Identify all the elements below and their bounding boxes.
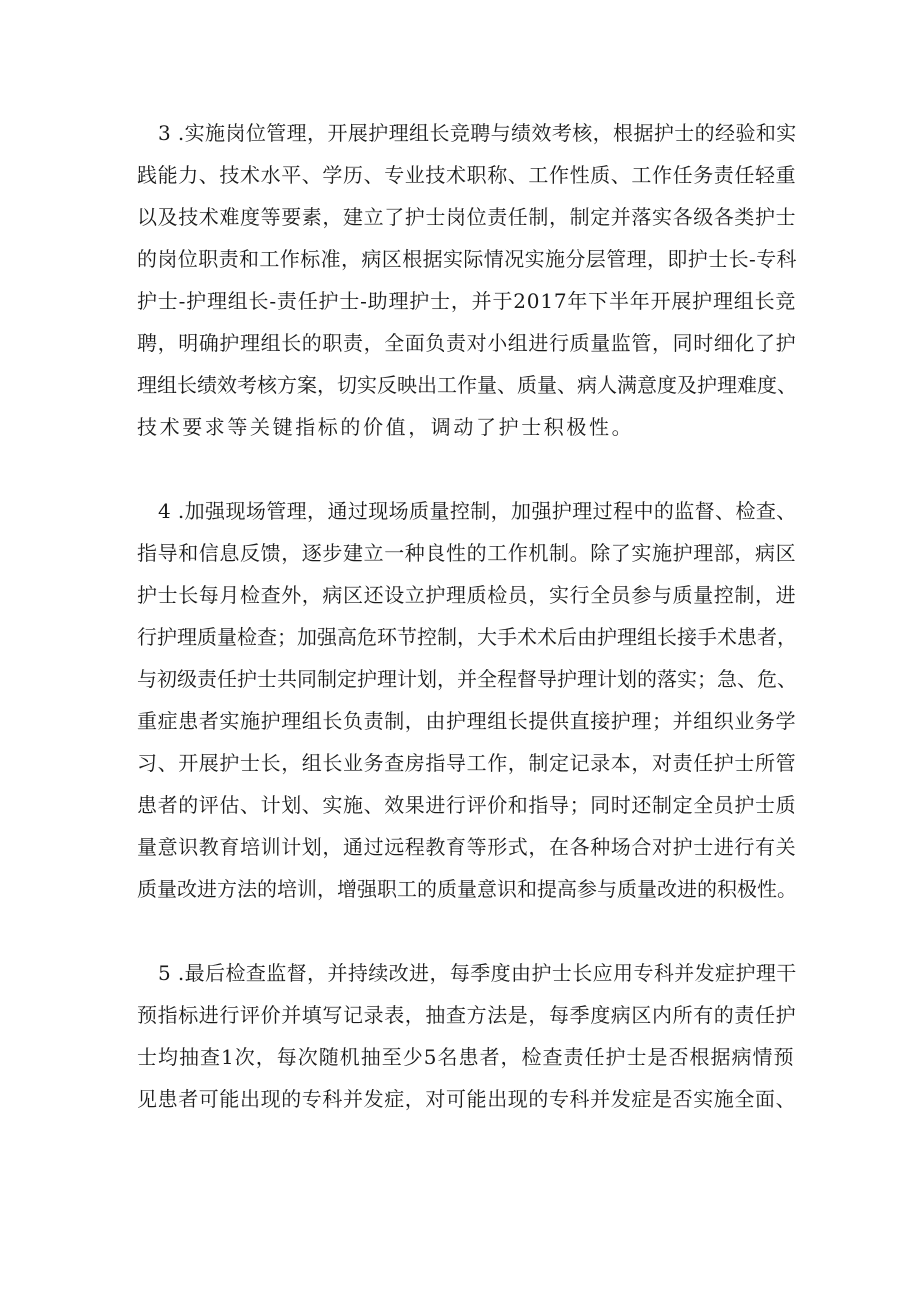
text-line: 重症患者实施护理组长负责制，由护理组长提供直接护理；并组织业务学: [137, 709, 797, 733]
text-line: 见患者可能出现的专科并发症，对可能出现的专科并发症是否实施全面、: [137, 1087, 797, 1111]
text-line: 质量改进方法的培训，增强职工的质量意识和提高参与质量改进的积极性。: [137, 877, 797, 901]
text-line: 技术要求等关键指标的价值，调动了护士积极性。: [137, 415, 635, 439]
text-line: 指导和信息反馈，逐步建立一种良性的工作机制。除了实施护理部，病区: [137, 541, 797, 565]
text-line: 的岗位职责和工作标准，病区根据实际情况实施分层管理，即护士长-专科: [137, 247, 797, 271]
text-line: 护士-护理组长-责任护士-助理护士，并于2017年下半年开展护理组长竞: [137, 289, 797, 313]
text-line: 聘，明确护理组长的职责，全面负责对小组进行质量监管，同时细化了护: [137, 331, 797, 355]
text-line: 患者的评估、计划、实施、效果进行评价和指导；同时还制定全员护士质: [137, 793, 797, 817]
text-line: 以及技术难度等要素，建立了护士岗位责任制，制定并落实各级各类护士: [137, 205, 797, 229]
text-line: 行护理质量检查；加强高危环节控制，大手术术后由护理组长接手术患者，: [137, 625, 797, 649]
text-line: 习、开展护士长，组长业务查房指导工作，制定记录本，对责任护士所管: [137, 751, 797, 775]
text-line: 士均抽查1次，每次随机抽至少5名患者，检查责任护士是否根据病情预: [137, 1045, 795, 1069]
text-line: 3 .实施岗位管理，开展护理组长竞聘与绩效考核，根据护士的经验和实: [158, 121, 797, 145]
text-line: 量意识教育培训计划，通过远程教育等形式，在各种场合对护士进行有关: [137, 835, 797, 859]
text-line: 理组长绩效考核方案，切实反映出工作量、质量、病人满意度及护理难度、: [137, 373, 797, 397]
text-line: 与初级责任护士共同制定护理计划，并全程督导护理计划的落实；急、危、: [137, 667, 797, 691]
text-line: 护士长每月检查外，病区还设立护理质检员，实行全员参与质量控制，进: [137, 583, 797, 607]
text-line: 5 .最后检查监督，并持续改进，每季度由护士长应用专科并发症护理干: [158, 961, 797, 985]
text-line: 4 .加强现场管理，通过现场质量控制，加强护理过程中的监督、检查、: [158, 499, 797, 523]
text-line: 践能力、技术水平、学历、专业技术职称、工作性质、工作任务责任轻重: [137, 163, 797, 187]
text-line: 预指标进行评价并填写记录表，抽查方法是，每季度病区内所有的责任护: [137, 1003, 797, 1027]
